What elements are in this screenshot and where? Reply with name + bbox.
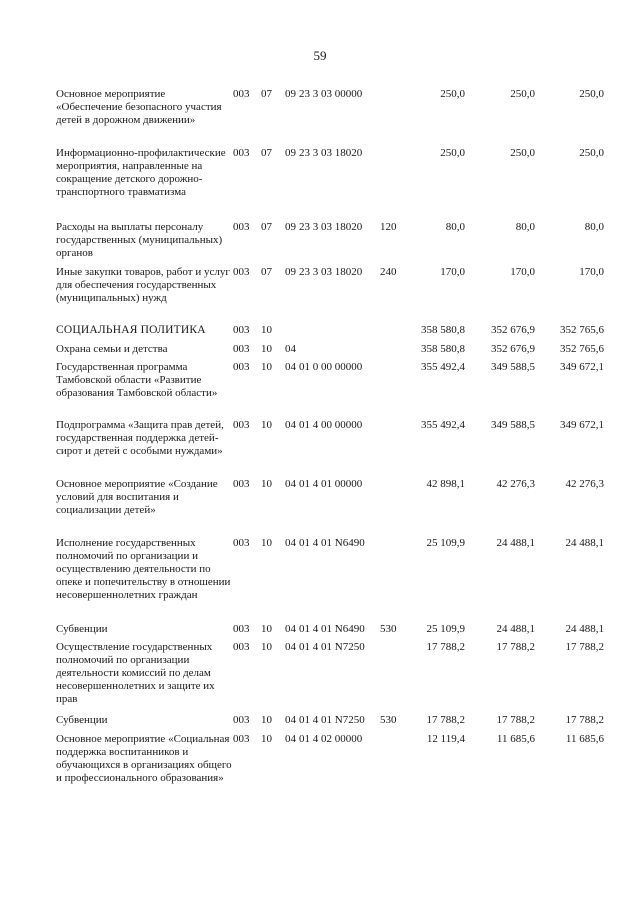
row-rz: 10 (261, 714, 272, 726)
row-name: Информационно-профилактические мероприятия, направленные на сокращение детского дорожно-транспортного травматизма (56, 147, 226, 198)
row-vr: 120 (380, 221, 397, 233)
row-ved: 003 (233, 419, 250, 431)
row-vr: 530 (380, 714, 397, 726)
row-value-2: 17 788,2 (496, 714, 535, 726)
row-name: Субвенции (56, 623, 108, 635)
row-value-2: 24 488,1 (496, 537, 535, 549)
row-value-3: 42 276,3 (565, 478, 604, 490)
row-rz: 07 (261, 266, 272, 278)
row-csr: 01 4 01 N6490 (299, 537, 365, 549)
row-pr: 04 (285, 641, 296, 653)
row-value-3: 24 488,1 (565, 623, 604, 635)
row-value-2: 250,0 (510, 88, 535, 100)
row-value-1: 355 492,4 (421, 361, 465, 373)
row-rz: 10 (261, 419, 272, 431)
row-pr: 04 (285, 623, 296, 635)
row-csr: 01 4 00 00000 (299, 419, 363, 431)
row-rz: 07 (261, 147, 272, 159)
row-csr: 01 0 00 00000 (299, 361, 363, 373)
row-rz: 10 (261, 478, 272, 490)
row-value-2: 170,0 (510, 266, 535, 278)
row-csr: 23 3 03 18020 (299, 266, 363, 278)
row-name: Иные закупки товаров, работ и услуг для обеспечения государственных (муниципальных) нужд (56, 266, 230, 304)
row-csr: 01 4 01 N7250 (299, 641, 365, 653)
row-rz: 07 (261, 88, 272, 100)
row-value-1: 17 788,2 (426, 714, 465, 726)
row-value-1: 17 788,2 (426, 641, 465, 653)
row-pr: 04 (285, 733, 296, 745)
row-value-3: 17 788,2 (565, 714, 604, 726)
row-value-3: 24 488,1 (565, 537, 604, 549)
row-value-1: 250,0 (440, 88, 465, 100)
row-value-1: 358 580,8 (421, 343, 465, 355)
row-csr: 01 4 02 00000 (299, 733, 363, 745)
row-pr: 09 (285, 266, 296, 278)
row-name: Исполнение государственных полномочий по организации и осуществлению деятельности по опеке и попечительству в отношении несовершеннолетних граждан (56, 537, 231, 601)
row-csr: 01 4 01 00000 (299, 478, 363, 490)
row-name: Подпрограмма «Защита прав детей, государственная поддержка детей-сирот и детей с особыми нуждами» (56, 419, 224, 457)
row-value-1: 170,0 (440, 266, 465, 278)
row-value-1: 358 580,8 (421, 324, 465, 336)
row-rz: 07 (261, 221, 272, 233)
row-pr: 04 (285, 361, 296, 373)
row-ved: 003 (233, 714, 250, 726)
row-value-1: 355 492,4 (421, 419, 465, 431)
row-pr: 04 (285, 343, 296, 355)
row-value-3: 11 685,6 (565, 733, 604, 745)
row-name: Охрана семьи и детства (56, 343, 168, 355)
row-ved: 003 (233, 266, 250, 278)
row-value-1: 25 109,9 (426, 623, 465, 635)
row-rz: 10 (261, 324, 272, 336)
row-ved: 003 (233, 733, 250, 745)
row-ved: 003 (233, 623, 250, 635)
row-value-2: 250,0 (510, 147, 535, 159)
row-pr: 04 (285, 537, 296, 549)
row-ved: 003 (233, 478, 250, 490)
row-csr: 01 4 01 N7250 (299, 714, 365, 726)
row-value-1: 80,0 (445, 221, 465, 233)
row-pr: 09 (285, 221, 296, 233)
row-rz: 10 (261, 343, 272, 355)
row-name: Основное мероприятие «Создание условий для воспитания и социализации детей» (56, 478, 218, 516)
row-value-2: 80,0 (515, 221, 535, 233)
row-rz: 10 (261, 537, 272, 549)
row-rz: 10 (261, 641, 272, 653)
row-rz: 10 (261, 733, 272, 745)
row-value-3: 250,0 (579, 147, 604, 159)
row-value-1: 250,0 (440, 147, 465, 159)
row-name: СОЦИАЛЬНАЯ ПОЛИТИКА (56, 324, 206, 336)
row-value-2: 352 676,9 (491, 324, 535, 336)
row-name: Основное мероприятие «Социальная поддержка воспитанников и обучающихся в организациях общего и профессионального образования» (56, 733, 232, 784)
row-value-3: 349 672,1 (560, 419, 604, 431)
row-name: Осуществление государственных полномочий по организации деятельности комиссий по делам несовершеннолетних и защите их прав (56, 641, 215, 705)
row-value-2: 349 588,5 (491, 361, 535, 373)
row-pr: 09 (285, 147, 296, 159)
row-pr: 09 (285, 88, 296, 100)
row-name: Государственная программа Тамбовской области «Развитие образования Тамбовской области» (56, 361, 218, 399)
row-pr: 04 (285, 478, 296, 490)
row-value-3: 170,0 (579, 266, 604, 278)
row-value-3: 80,0 (584, 221, 604, 233)
row-rz: 10 (261, 361, 272, 373)
row-vr: 530 (380, 623, 397, 635)
row-ved: 003 (233, 537, 250, 549)
row-pr: 04 (285, 714, 296, 726)
row-value-2: 42 276,3 (496, 478, 535, 490)
row-value-3: 352 765,6 (560, 324, 604, 336)
row-vr: 240 (380, 266, 397, 278)
row-value-2: 17 788,2 (496, 641, 535, 653)
row-ved: 003 (233, 361, 250, 373)
row-ved: 003 (233, 221, 250, 233)
row-ved: 003 (233, 88, 250, 100)
row-ved: 003 (233, 147, 250, 159)
page-number: 59 (313, 48, 327, 63)
row-value-3: 352 765,6 (560, 343, 604, 355)
row-ved: 003 (233, 641, 250, 653)
row-value-1: 25 109,9 (426, 537, 465, 549)
row-value-3: 17 788,2 (565, 641, 604, 653)
row-csr: 23 3 03 18020 (299, 147, 363, 159)
row-value-2: 349 588,5 (491, 419, 535, 431)
row-value-2: 11 685,6 (496, 733, 535, 745)
row-name: Расходы на выплаты персоналу государственных (муниципальных) органов (56, 221, 223, 259)
row-csr: 23 3 03 00000 (299, 88, 363, 100)
row-pr: 04 (285, 419, 296, 431)
row-value-3: 250,0 (579, 88, 604, 100)
row-csr: 01 4 01 N6490 (299, 623, 365, 635)
row-value-1: 42 898,1 (426, 478, 465, 490)
row-ved: 003 (233, 324, 250, 336)
row-value-1: 12 119,4 (426, 733, 465, 745)
row-rz: 10 (261, 623, 272, 635)
row-ved: 003 (233, 343, 250, 355)
row-name: Основное мероприятие «Обеспечение безопасного участия детей в дорожном движении» (56, 88, 222, 126)
row-name: Субвенции (56, 714, 108, 726)
row-value-2: 352 676,9 (491, 343, 535, 355)
row-csr: 23 3 03 18020 (299, 221, 363, 233)
row-value-2: 24 488,1 (496, 623, 535, 635)
row-value-3: 349 672,1 (560, 361, 604, 373)
